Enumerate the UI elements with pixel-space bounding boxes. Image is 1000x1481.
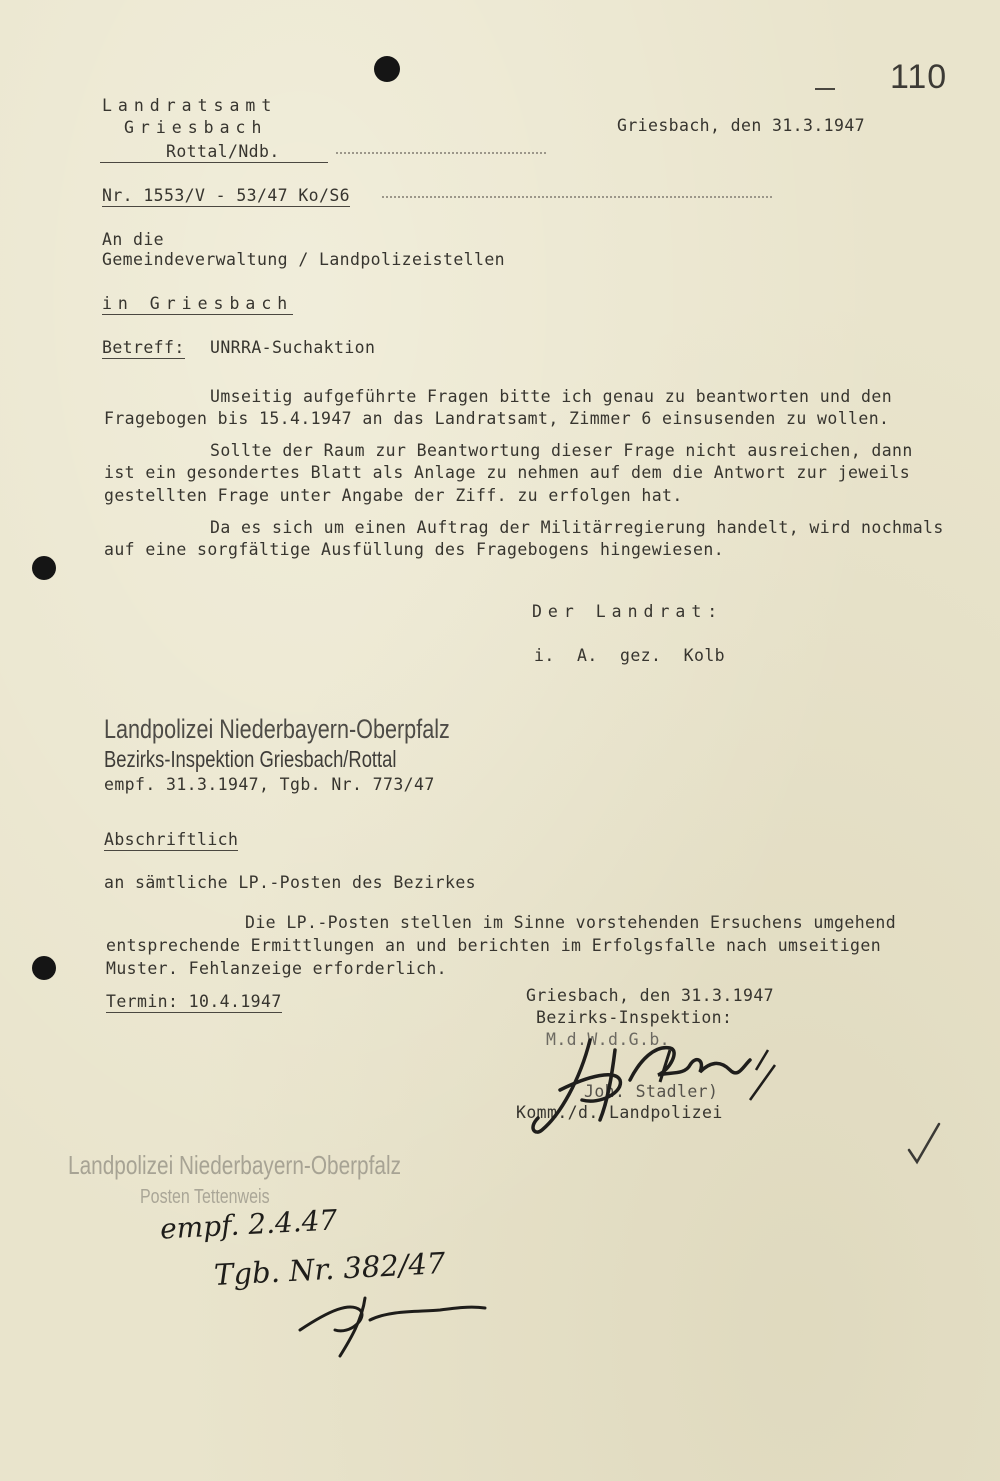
- copy-heading: Abschriftlich: [104, 830, 239, 849]
- copy-deadline: Termin: 10.4.1947: [106, 992, 282, 1011]
- sender-town: Griesbach: [124, 118, 268, 137]
- place-date: Griesbach, den 31.3.1947: [617, 116, 866, 135]
- copy-inspection: Bezirks-Inspektion:: [536, 1008, 733, 1027]
- signature-title: Der Landrat:: [532, 602, 724, 621]
- copy-place-date: Griesbach, den 31.3.1947: [526, 986, 775, 1005]
- bottom-stamp-line1: Landpolizei Niederbayern-Oberpfalz: [68, 1150, 401, 1180]
- handwritten-received: empf. 2.4.47: [159, 1203, 339, 1246]
- body-p3-l2: auf eine sorgfältige Ausfüllung des Fragebogens hingewiesen.: [104, 540, 725, 559]
- sender-office: Landratsamt: [102, 96, 278, 115]
- page-number-dash: [815, 88, 835, 90]
- copy-l2: entsprechende Ermittlungen an und berichten im Erfolgsfalle nach umseitigen: [106, 936, 882, 955]
- sender-district: Rottal/Ndb.: [166, 142, 280, 161]
- recipient-line3: in Griesbach: [102, 294, 294, 313]
- signature-signed: i. A. gez. Kolb: [534, 646, 726, 665]
- copy-role: Komm./d. Landpolizei: [516, 1103, 723, 1122]
- reference-number: Nr. 1553/V - 53/47 Ko/S6: [102, 186, 351, 205]
- recipient-line1: An die: [102, 230, 165, 249]
- punch-hole-top: [374, 56, 400, 82]
- received-stamp-line3: empf. 31.3.1947, Tgb. Nr. 773/47: [104, 775, 435, 794]
- copy-l3: Muster. Fehlanzeige erforderlich.: [106, 959, 448, 978]
- body-p2-l3: gestellten Frage unter Angabe der Ziff. zu erfolgen hat.: [104, 486, 683, 505]
- body-p2-l2: ist ein gesondertes Blatt als Anlage zu nehmen auf dem die Antwort zur jeweils: [104, 463, 911, 482]
- dotted-leader: [336, 152, 546, 154]
- reference-dotted-leader: [382, 196, 772, 198]
- subject-text: UNRRA-Suchaktion: [210, 338, 376, 357]
- received-stamp-line1: Landpolizei Niederbayern-Oberpfalz: [104, 714, 450, 744]
- copy-addressee: an sämtliche LP.-Posten des Bezirkes: [104, 873, 477, 892]
- received-stamp-line2: Bezirks-Inspektion Griesbach/Rottal: [104, 746, 397, 772]
- handwritten-initials: [290, 1290, 490, 1360]
- punch-hole-bottom: [32, 956, 56, 980]
- copy-mfdgb: M.d.W.d.G.b.: [546, 1030, 671, 1049]
- body-p2-l1: Sollte der Raum zur Beantwortung dieser Frage nicht ausreichen, dann: [210, 441, 913, 460]
- copy-name: Joh. Stadler): [584, 1082, 719, 1101]
- body-p3-l1: Da es sich um einen Auftrag der Militärregierung handelt, wird nochmals: [210, 518, 944, 537]
- page-number: 110: [890, 58, 948, 96]
- sender-underline: [100, 162, 328, 163]
- check-mark: [905, 1120, 945, 1170]
- copy-l1: Die LP.-Posten stellen im Sinne vorstehenden Ersuchens umgehend: [245, 913, 897, 932]
- punch-hole-middle: [32, 556, 56, 580]
- subject-label: Betreff:: [102, 338, 185, 357]
- body-p1-l2: Fragebogen bis 15.4.1947 an das Landratsamt, Zimmer 6 einsusenden zu wollen.: [104, 409, 890, 428]
- recipient-line2: Gemeindeverwaltung / Landpolizeistellen: [102, 250, 506, 269]
- body-p1-l1: Umseitig aufgeführte Fragen bitte ich genau zu beantworten und den: [210, 387, 893, 406]
- handwritten-signature: [520, 1020, 780, 1140]
- handwritten-journal: Tgb. Nr. 382/47: [213, 1245, 447, 1293]
- bottom-stamp-line2: Posten Tettenweis: [140, 1186, 270, 1208]
